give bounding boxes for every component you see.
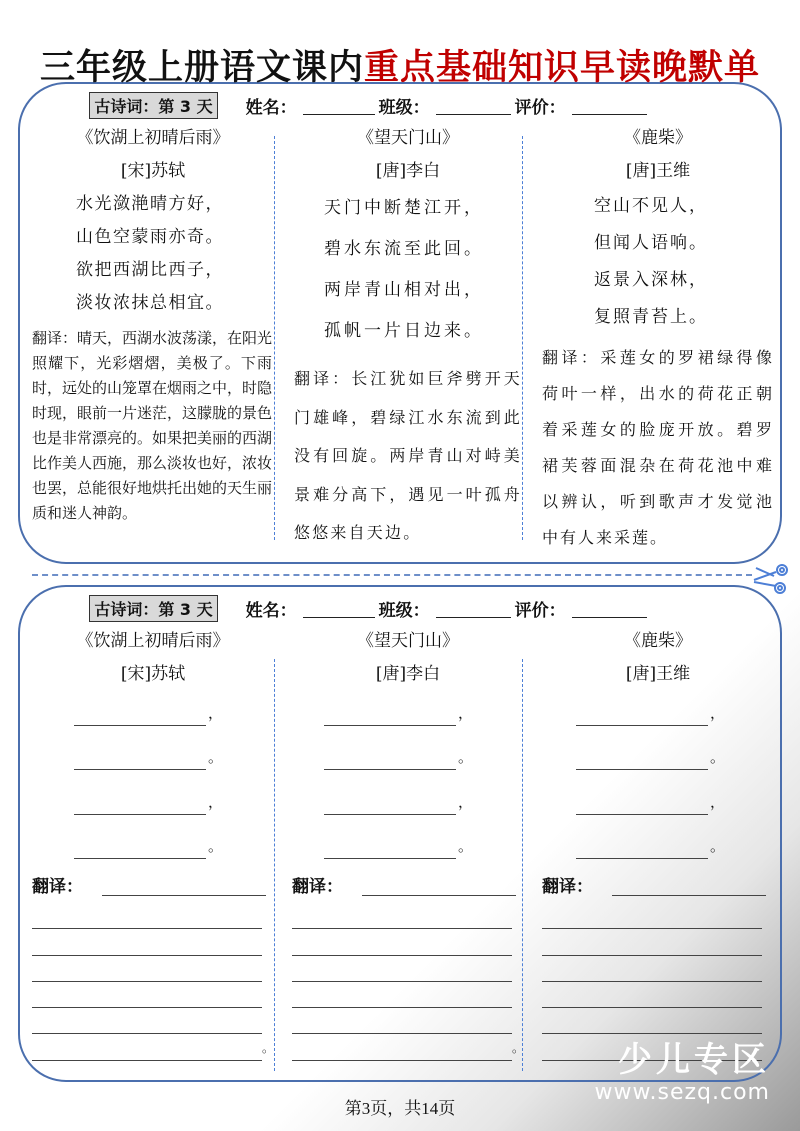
poem-author: [唐]王维 <box>625 161 691 181</box>
answer-line[interactable] <box>538 929 778 955</box>
scissors-icon <box>752 560 792 596</box>
grade-field[interactable] <box>572 97 647 115</box>
dictation-header <box>20 595 780 622</box>
answer-line[interactable]: 。 <box>28 1034 278 1060</box>
poem-line: 空山不见人， <box>594 196 708 216</box>
poem-line: 两岸青山相对出， <box>324 280 484 300</box>
translation-head[interactable]: 翻译： <box>28 869 278 903</box>
poem-line-blank[interactable]: ， <box>288 691 528 736</box>
poem-line: 水光潋滟晴方好， <box>76 194 224 214</box>
day-badge: 古诗词：第 3 天 <box>89 595 217 622</box>
watermark <box>595 1040 770 1106</box>
class-field[interactable] <box>436 97 511 115</box>
answer-line[interactable] <box>28 903 278 929</box>
answer-line[interactable] <box>538 903 778 929</box>
translation-head[interactable]: 翻译： <box>538 869 778 903</box>
poem-line-blank[interactable]: 。 <box>288 736 528 781</box>
column-divider <box>522 136 523 540</box>
poem-column-1 <box>28 122 278 526</box>
column-divider <box>274 659 275 1071</box>
dictation-column-2 <box>288 625 528 1061</box>
poem-line: 碧水东流至此回。 <box>324 239 484 259</box>
dictation-column-3 <box>538 625 778 1061</box>
title-part-red: 重点基础知识早读晚默单 <box>364 48 761 88</box>
poem-line: 孤帆一片日边来。 <box>324 321 484 341</box>
class-label: 班级： <box>378 98 430 118</box>
poem-line: 返景入深林， <box>594 270 708 290</box>
page-title <box>0 40 800 90</box>
column-divider <box>274 136 275 540</box>
poem-title: 《鹿柴》 <box>624 128 692 148</box>
answer-line[interactable] <box>28 982 278 1008</box>
name-label: 姓名： <box>245 98 297 118</box>
title-part-black: 三年级上册语文课内 <box>39 48 364 88</box>
poem-line-blank[interactable]: ， <box>538 780 778 825</box>
answer-line[interactable] <box>288 956 528 982</box>
answer-line[interactable] <box>538 956 778 982</box>
answer-line[interactable] <box>288 903 528 929</box>
name-label: 姓名： <box>245 601 297 621</box>
translation-head[interactable]: 翻译： <box>288 869 528 903</box>
poem-author: [唐]王维 <box>625 664 691 684</box>
poem-line-blank[interactable]: 。 <box>538 825 778 870</box>
poem-line: 欲把西湖比西子， <box>76 260 224 280</box>
grade-label: 评价： <box>514 601 566 621</box>
poem-line-blank[interactable]: 。 <box>28 825 278 870</box>
poem-line: 淡妆浓抹总相宜。 <box>76 293 224 313</box>
answer-line[interactable] <box>538 982 778 1008</box>
poem-line-blank[interactable]: 。 <box>28 736 278 781</box>
answer-line[interactable] <box>28 956 278 982</box>
poem-title: 《望天门山》 <box>357 631 459 651</box>
poem-title: 《饮湖上初晴后雨》 <box>76 631 230 651</box>
answer-line[interactable] <box>288 1008 528 1034</box>
column-divider <box>522 659 523 1071</box>
grade-label: 评价： <box>514 98 566 118</box>
poem-line-blank[interactable]: ， <box>288 780 528 825</box>
poem-column-3 <box>538 122 778 556</box>
poem-title: 《望天门山》 <box>357 128 459 148</box>
poem-line: 复照青苔上。 <box>594 307 708 327</box>
poem-author: [唐]李白 <box>375 161 441 181</box>
poem-line-blank[interactable]: ， <box>28 780 278 825</box>
poem-line: 但闻人语响。 <box>594 233 708 253</box>
reading-panel <box>18 82 782 564</box>
watermark-url: www.sezq.com <box>594 1080 770 1105</box>
name-field[interactable] <box>303 97 375 115</box>
class-field[interactable] <box>436 600 511 618</box>
poem-author: [宋]苏轼 <box>120 161 186 181</box>
answer-line[interactable] <box>538 1008 778 1034</box>
poem-line: 山色空蒙雨亦奇。 <box>76 227 224 247</box>
watermark-brand: 少儿专区 <box>618 1040 770 1080</box>
answer-line[interactable]: 。 <box>288 1034 528 1060</box>
page-number: 第3页，共14页 <box>344 1099 456 1118</box>
class-label: 班级： <box>378 601 430 621</box>
poem-author: [唐]李白 <box>375 664 441 684</box>
poem-title: 《鹿柴》 <box>624 631 692 651</box>
poem-translation: 翻译：采莲女的罗裙绿得像荷叶一样，出水的荷花正朝着采莲女的脸庞开放。碧罗裙芙蓉面混杂在荷花池中难以辨认，听到歌声才发觉池中有人来采莲。 <box>542 348 774 547</box>
poem-line-blank[interactable]: ， <box>28 691 278 736</box>
day-badge: 古诗词：第 3 天 <box>89 92 217 119</box>
answer-line[interactable] <box>288 929 528 955</box>
poem-line-blank[interactable]: 。 <box>288 825 528 870</box>
poem-line: 天门中断楚江开， <box>324 198 484 218</box>
dictation-panel <box>18 585 782 1082</box>
answer-line[interactable] <box>28 929 278 955</box>
poem-line-blank[interactable]: ， <box>538 691 778 736</box>
poem-line-blank[interactable]: 。 <box>538 736 778 781</box>
poem-translation: 翻译：长江犹如巨斧劈开天门雄峰，碧绿江水东流到此没有回旋。两岸青山对峙美景难分高下，遇见一叶孤舟悠悠来自天边。 <box>294 369 522 542</box>
cut-line <box>32 574 752 576</box>
name-field[interactable] <box>303 600 375 618</box>
poem-translation: 翻译：晴天，西湖水波荡漾，在阳光照耀下，光彩熠熠，美极了。下雨时，远处的山笼罩在烟雨之中，时隐时现，眼前一片迷茫，这朦胧的景色也是非常漂亮的。如果把美丽的西湖比作美人西施，那么淡妆也好，浓妆也罢，总能很好地烘托出她的天生丽质和迷人神韵。 <box>32 329 273 522</box>
dictation-column-1 <box>28 625 278 1061</box>
reading-header <box>20 92 780 119</box>
grade-field[interactable] <box>572 600 647 618</box>
poem-column-2 <box>288 122 528 553</box>
poem-author: [宋]苏轼 <box>120 664 186 684</box>
answer-line[interactable] <box>288 982 528 1008</box>
poem-title: 《饮湖上初晴后雨》 <box>76 128 230 148</box>
answer-line[interactable] <box>28 1008 278 1034</box>
